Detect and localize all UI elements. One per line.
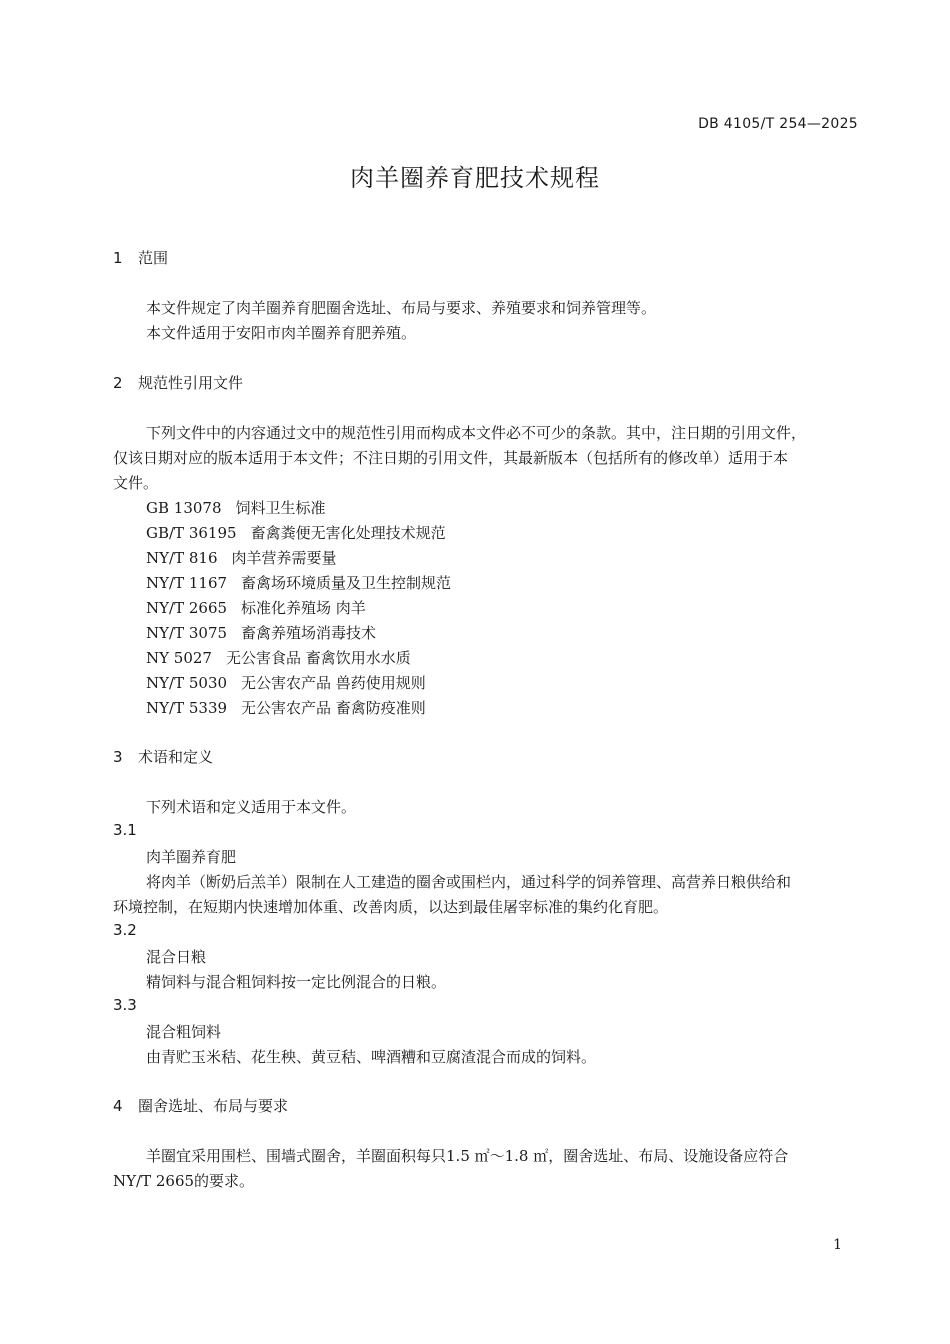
section-title: 圈舍选址、布局与要求: [138, 1097, 289, 1115]
reference-item: [146, 622, 376, 643]
reference-name: 畜禽养殖场消毒技术: [241, 624, 377, 642]
term-number: 3.1: [113, 821, 137, 839]
section-number: 4: [113, 1097, 123, 1115]
standard-code: DB 4105/T 254—2025: [698, 116, 858, 132]
term-definition-line: 将肉羊（断奶后羔羊）限制在人工建造的圈舍或围栏内，通过科学的饲养管理、高营养日粮供给和: [146, 873, 792, 891]
reference-item: [146, 497, 326, 518]
term-number: 3.2: [113, 921, 137, 939]
term-number: 3.3: [113, 996, 137, 1014]
reference-code: NY/T 3075: [146, 624, 228, 642]
reference-name: 无公害农产品 畜禽防疫准则: [241, 699, 426, 717]
term-definition: 由青贮玉米秸、花生秧、黄豆秸、啤酒糟和豆腐渣混合而成的饲料。: [146, 1048, 597, 1066]
reference-item: [146, 697, 426, 718]
reference-code: NY/T 5030: [146, 674, 228, 692]
reference-name: 无公害食品 畜禽饮用水水质: [225, 649, 411, 667]
paragraph-line: 文件。: [113, 474, 159, 492]
reference-code: NY/T 816: [146, 549, 218, 567]
paragraph: 下列术语和定义适用于本文件。: [146, 798, 357, 816]
section-title: 范围: [138, 249, 169, 267]
reference-code: NY/T 2665: [146, 599, 228, 617]
page-number: 1: [833, 1237, 842, 1253]
reference-item: [146, 547, 337, 568]
reference-name: 无公害农产品 兽药使用规则: [241, 674, 426, 692]
reference-code: NY/T 1167: [146, 574, 228, 592]
paragraph-line: 下列文件中的内容通过文中的规范性引用而构成本文件必不可少的条款。其中，注日期的引用文件，: [146, 424, 807, 442]
reference-code: GB 13078: [146, 499, 222, 517]
section-number: 1: [113, 249, 123, 267]
section-number: 2: [113, 374, 123, 392]
term-name: 肉羊圈养育肥: [146, 848, 237, 866]
section-heading-3: [113, 746, 213, 767]
section-title: 术语和定义: [138, 748, 214, 766]
reference-name: 饲料卫生标准: [235, 499, 326, 517]
paragraph: 本文件适用于安阳市肉羊圈养育肥养殖。: [146, 324, 417, 342]
section-heading-1: [113, 247, 168, 268]
term-definition: 精饲料与混合粗饲料按一定比例混合的日粮。: [146, 973, 447, 991]
reference-name: 畜禽场环境质量及卫生控制规范: [241, 574, 452, 592]
section-number: 3: [113, 748, 123, 766]
reference-item: [146, 672, 426, 693]
section-title: 规范性引用文件: [138, 374, 244, 392]
reference-code: NY/T 5339: [146, 699, 228, 717]
reference-item: [146, 647, 411, 668]
reference-name: 肉羊营养需要量: [231, 549, 337, 567]
document-title: 肉羊圈养育肥技术规程: [350, 164, 600, 192]
term-definition-line: 环境控制，在短期内快速增加体重、改善肉质，以达到最佳屠宰标准的集约化育肥。: [113, 898, 669, 916]
reference-item: [146, 572, 451, 593]
paragraph-line: NY/T 2665的要求。: [113, 1172, 255, 1190]
reference-code: NY 5027: [146, 649, 212, 667]
reference-name: 标准化养殖场 肉羊: [241, 599, 366, 617]
term-name: 混合日粮: [146, 948, 207, 966]
reference-item: [146, 597, 366, 618]
paragraph-line: 仅该日期对应的版本适用于本文件；不注日期的引用文件，其最新版本（包括所有的修改单）适用于本: [113, 449, 789, 467]
reference-code: GB/T 36195: [146, 524, 237, 542]
reference-name: 畜禽粪便无害化处理技术规范: [250, 524, 446, 542]
section-heading-4: [113, 1095, 288, 1116]
paragraph-line: 羊圈宜采用围栏、围墙式圈舍，羊圈面积每只1.5 ㎡～1.8 ㎡，圈舍选址、布局、设施设备应符合: [146, 1147, 789, 1165]
section-heading-2: [113, 372, 243, 393]
paragraph: 本文件规定了肉羊圈养育肥圈舍选址、布局与要求、养殖要求和饲养管理等。: [146, 299, 657, 317]
term-name: 混合粗饲料: [146, 1023, 222, 1041]
reference-item: [146, 522, 446, 543]
